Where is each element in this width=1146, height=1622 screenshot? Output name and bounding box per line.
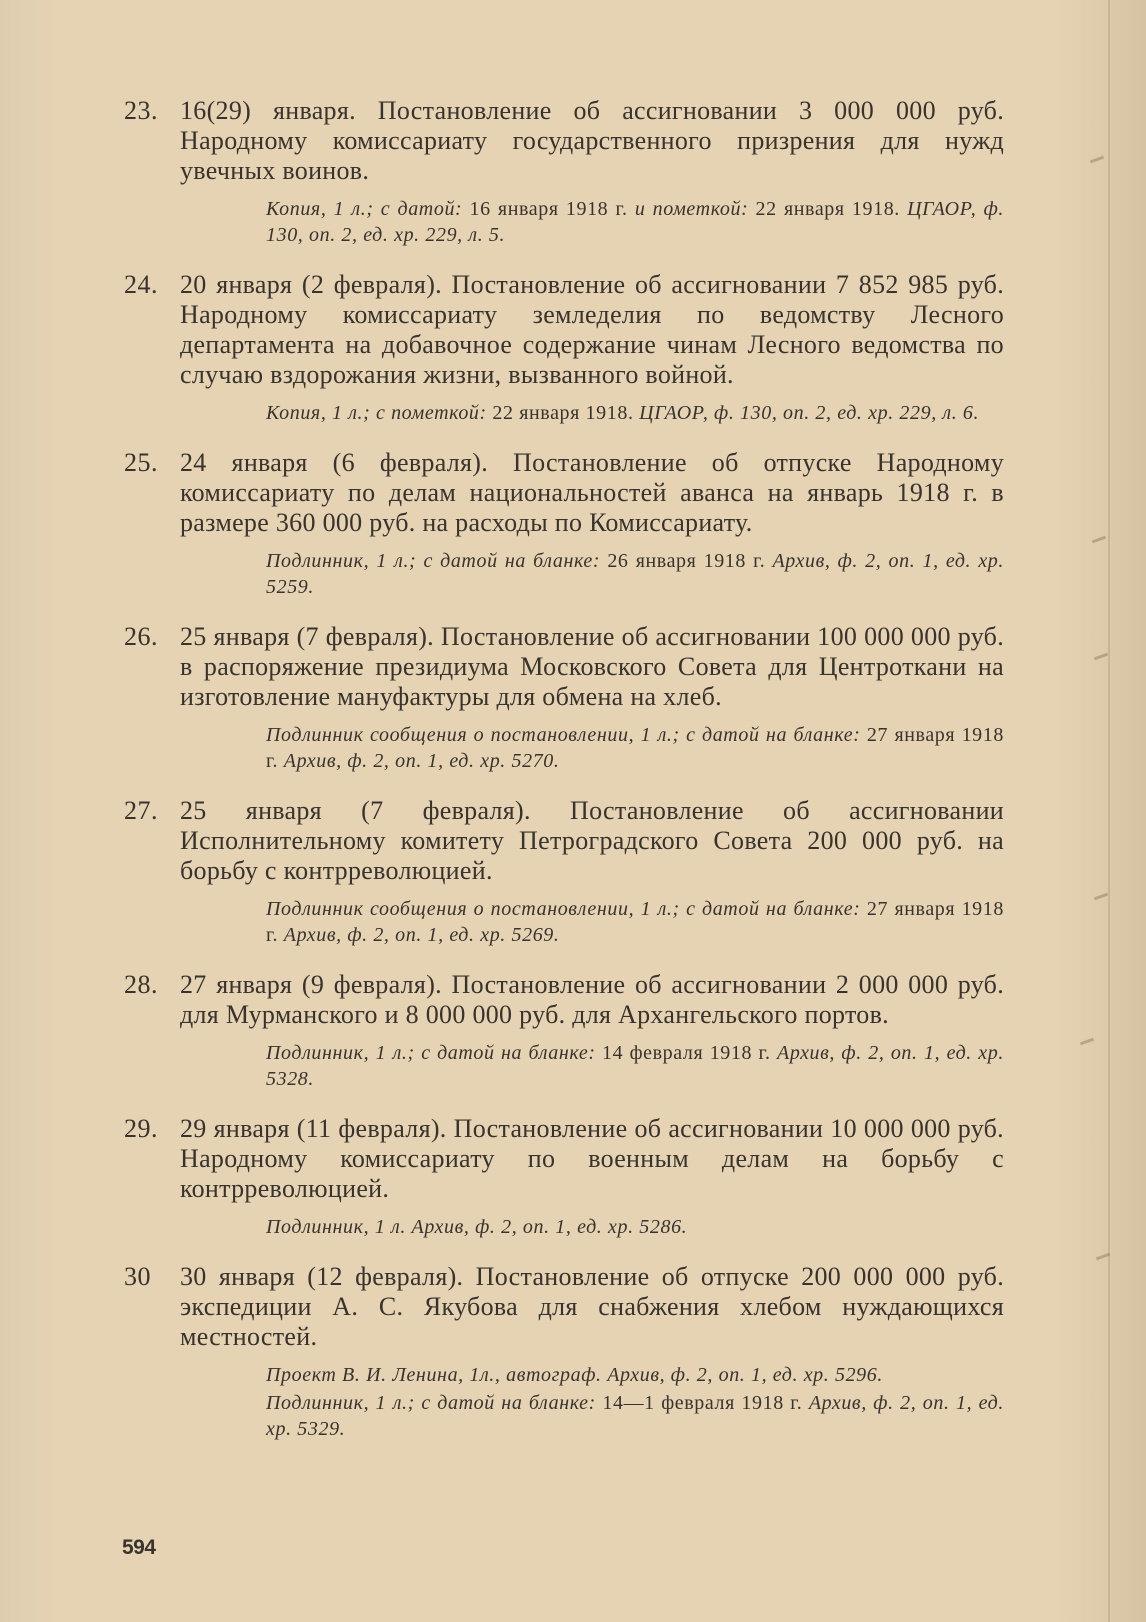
entry-text: 30 января (12 февраля). Постановление об отпуске 200 000 000 руб. экспедиции А. С. Якубова для снабжения хлебом нуждающихся местностей. [180, 1262, 1004, 1351]
document-entry [0, 622, 1146, 774]
entry-number: 28. [124, 970, 158, 999]
entry-text: 25 января (7 февраля). Постановление об ассигновании 100 000 000 руб. в распоряжение президиума Московского Совета для Центроткани на изготовление мануфактуры для обмена на хлеб. [180, 622, 1004, 711]
entry-source-note: Подлинник, 1 л.; с датой на бланке: 14 февраля 1918 г. Архив, ф. 2, оп. 1, ед. хр. 5328. [266, 1042, 1004, 1090]
entry-source-note: Подлинник сообщения о постановлении, 1 л.; с датой на бланке: 27 января 1918 г. Архив, ф. 2, оп. 1, ед. хр. 5269. [266, 898, 1004, 946]
entry-source-note: Подлинник, 1 л.; с датой на бланке: 26 января 1918 г. Архив, ф. 2, оп. 1, ед. хр. 5259. [266, 550, 1004, 598]
entry-source-note: Копия, 1 л.; с пометкой: 22 января 1918. ЦГАОР, ф. 130, оп. 2, ед. хр. 229, л. 6. [266, 402, 980, 424]
entry-number: 26. [124, 622, 158, 651]
document-entry [0, 970, 1146, 1092]
entry-text: 27 января (9 февраля). Постановление об ассигновании 2 000 000 руб. для Мурманского и 8 000 000 руб. для Архангельского портов. [180, 970, 1004, 1029]
document-entry [0, 270, 1146, 426]
entry-text: 29 января (11 февраля). Постановление об ассигновании 10 000 000 руб. Народному комиссариату по военным делам на борьбу с контрреволюцией. [180, 1114, 1004, 1203]
entry-text: 24 января (6 февраля). Постановление об отпуске Народному комиссариату по делам национальностей аванса на январь 1918 г. в размере 360 000 руб. на расходы по Комиссариату. [180, 448, 1004, 537]
entry-source-note: Проект В. И. Ленина, 1л., автограф. Архив, ф. 2, оп. 1, ед. хр. 5296. [266, 1364, 883, 1386]
entry-number: 30 [124, 1262, 151, 1291]
document-entry [0, 1262, 1146, 1442]
entry-source-note: Подлинник, 1 л. Архив, ф. 2, оп. 1, ед. хр. 5286. [266, 1216, 688, 1238]
entry-number: 24. [124, 270, 158, 299]
entry-number: 23. [124, 96, 158, 125]
document-entry [0, 796, 1146, 948]
entry-number: 29. [124, 1114, 158, 1143]
entry-source-note: Копия, 1 л.; с датой: 16 января 1918 г. и пометкой: 22 января 1918. ЦГАОР, ф. 130, оп. 2, ед. хр. 229, л. 5. [266, 198, 1004, 246]
entry-source-note: Подлинник сообщения о постановлении, 1 л.; с датой на бланке: 27 января 1918 г. Архив, ф. 2, оп. 1, ед. хр. 5270. [266, 724, 1004, 772]
document-entry [0, 448, 1146, 600]
entries-list [0, 96, 1146, 1464]
entry-text: 25 января (7 февраля). Постановление об ассигновании Исполнительному комитету Петроградского Совета 200 000 руб. на борьбу с контрреволюцией. [180, 796, 1004, 885]
entry-text: 20 января (2 февраля). Постановление об ассигновании 7 852 985 руб. Народному комиссариату земледелия по ведомству Лесного департамента на добавочное содержание чинам Лесного ведомства по случаю вздорожания жизни, вызванного войной. [180, 270, 1004, 389]
document-entry [0, 96, 1146, 248]
entry-number: 27. [124, 796, 158, 825]
page-number: 594 [122, 1536, 156, 1559]
entry-source-note: Подлинник, 1 л.; с датой на бланке: 14—1 февраля 1918 г. Архив, ф. 2, оп. 1, ед. хр. 5329. [266, 1392, 1004, 1440]
entry-text: 16(29) января. Постановление об ассигновании 3 000 000 руб. Народному комиссариату государственного призрения для нужд увечных воинов. [180, 96, 1004, 185]
entry-number: 25. [124, 448, 158, 477]
document-entry [0, 1114, 1146, 1240]
